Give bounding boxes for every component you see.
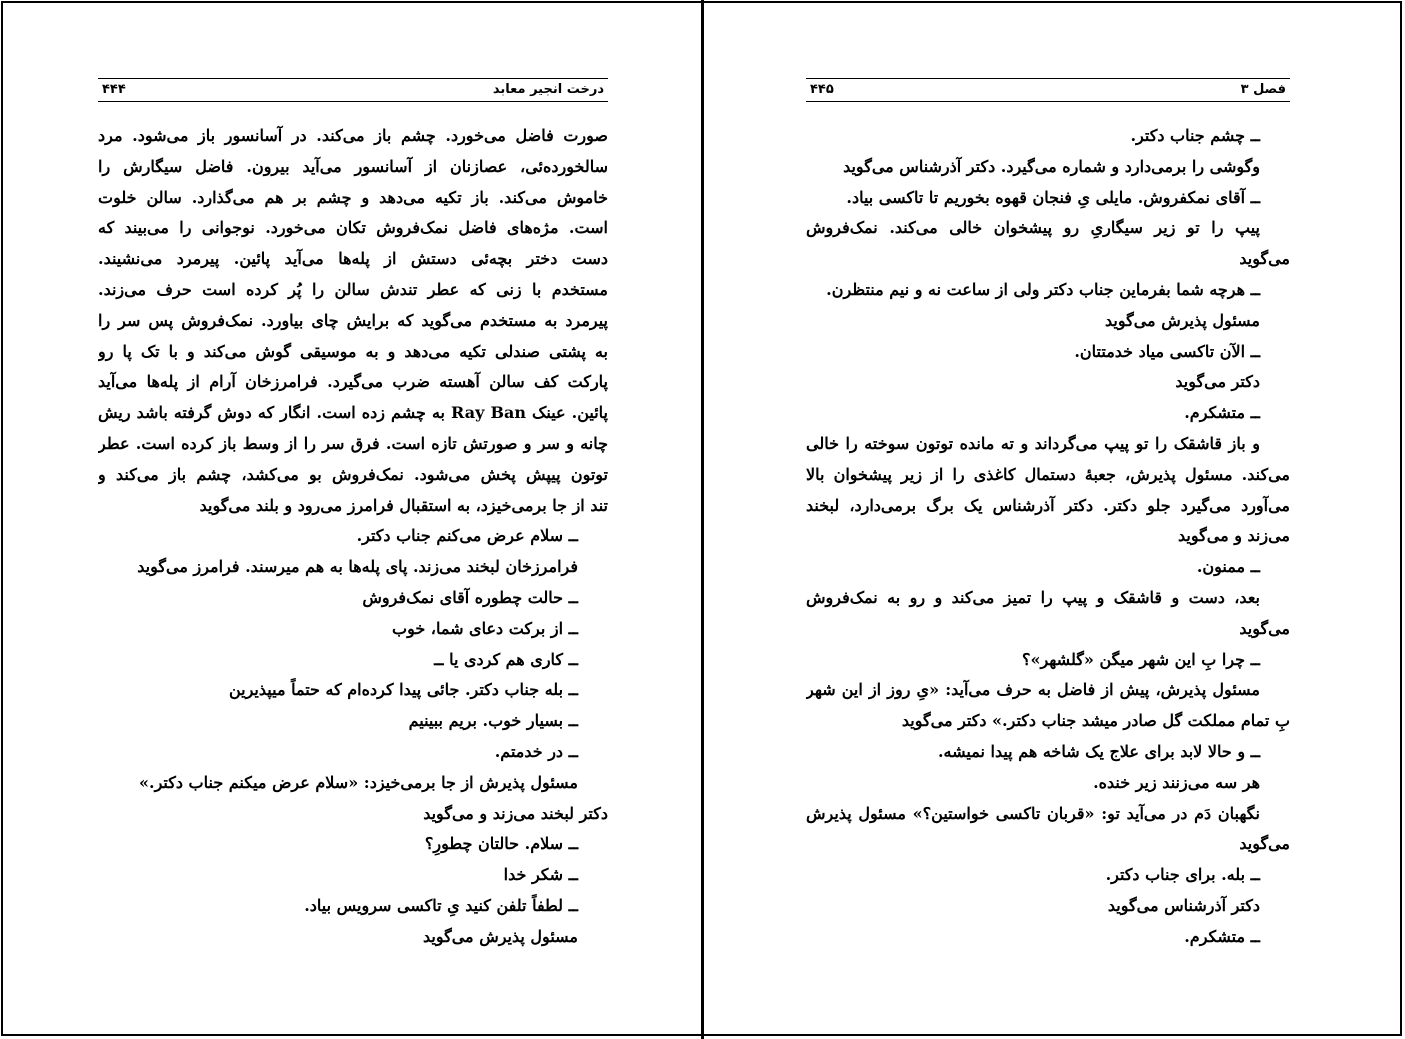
- text-line: می‌گوید: [1239, 249, 1290, 269]
- running-head: فصل ۳: [1240, 82, 1286, 97]
- left-page: [98, 0, 608, 1039]
- text-line: صورت فاضل می‌خورد. چشم باز می‌کند. در آسانسور باز می‌شود. مرد: [98, 126, 608, 145]
- text-line: ــ آقای نمکفروش. مایلی یِ فنجان قهوه بخوریم تا تاکسی بیاد.: [846, 187, 1260, 207]
- text-line: چانه و سر و صورتش تازه است. فرق سر را از وسط باز کرده است. عطر: [98, 433, 608, 453]
- text-line: مستخدم با زنی که عطر تندش سالن را پُر کرده است حرف می‌زند.: [98, 279, 608, 299]
- text-line: ــ شکر خدا: [503, 865, 578, 885]
- book-spine: [701, 0, 704, 1039]
- text-line: هر سه می‌زنند زیر خنده.: [1093, 772, 1260, 792]
- text-line: دست دختر بچه‌ئی دستش از پله‌ها می‌آید پائین. پیرمرد می‌نشیند.: [98, 249, 608, 269]
- text-line: خاموش می‌کند. باز تکیه می‌دهد و چشم بر هم می‌گذارد. سالن خلوت: [98, 187, 608, 207]
- text-line: تند از جا برمی‌خیزد، به استقبال فرامرز می‌رود و بلند می‌گوید: [199, 495, 608, 515]
- text-line: بعد، دست و قاشقک و پیپ را تمیز می‌کند و رو به نمک‌فروش: [806, 587, 1260, 607]
- text-line: سالخورده‌ئی، عصازنان از آسانسور می‌آید بیرون. فاضل سیگارش را: [98, 156, 608, 176]
- text-line: ــ حالت چطوره آقای نمک‌فروش: [362, 587, 578, 607]
- right-page: [806, 0, 1290, 1039]
- text-line: ــ سلام. حالتان چطورِ؟: [424, 834, 578, 854]
- text-line: فرامرزخان لبخند می‌زند. پای پله‌ها به هم میرسند. فرامرز می‌گوید: [137, 557, 578, 577]
- text-line: مسئول پذیرش می‌گوید: [422, 926, 578, 946]
- text-line: وگوشی را برمی‌دارد و شماره می‌گیرد. دکتر آذرشناس می‌گوید: [843, 156, 1260, 176]
- text-line: پیپ را تو زیر سیگاریِ رو پیشخوان خالی می‌کند. نمک‌فروش: [806, 218, 1260, 238]
- text-line: نگهبان دَم در می‌آید تو: «قربان تاکسی خواستین؟» مسئول پذیرش: [806, 803, 1260, 823]
- text-line: ــ لطفاً تلفن کنید یِ تاکسی سرویس بیاد.: [304, 895, 578, 915]
- text-line: پائین. عینک Ray Ban به چشم زده است. انگار که دوش گرفته باشد ریش: [98, 403, 608, 423]
- text-line: ــ از برکت دعای شما، خوب: [392, 618, 578, 638]
- text-line: ــ چشم جناب دکتر.: [1130, 126, 1260, 145]
- text-line: می‌گوید: [1239, 618, 1290, 638]
- text-line: ــ متشکرم.: [1184, 403, 1260, 423]
- text-line: پیرمرد به مستخدم می‌گوید که برایش چای بیاورد. نمک‌فروش پس سر را: [98, 310, 608, 330]
- text-line: ــ بسیار خوب. بریم ببینیم: [408, 711, 578, 731]
- text-line: توتون پیپش پخش می‌شود. نمک‌فروش بو می‌کشد، چشم باز می‌کند و: [98, 464, 608, 484]
- text-line: ــ هرچه شما بفرماین جناب دکتر ولی از ساعت نه و نیم منتظرن.: [826, 279, 1260, 299]
- text-line: ــ کاری هم کردی یا ــ: [434, 649, 578, 669]
- text-line: پارکت کف سالن آهسته ضرب می‌گیرد. فرامرزخان آرام از پله‌ها می‌آید: [98, 372, 608, 392]
- text-line: ــ الآن تاکسی میاد خدمتتان.: [1074, 341, 1260, 361]
- right-page-text: [806, 121, 1290, 953]
- text-line: ــ متشکرم.: [1184, 926, 1260, 946]
- running-head: درخت انجیر معابد: [492, 82, 604, 97]
- text-line: به پشتی صندلی تکیه می‌دهد و به موسیقی گوش می‌کند و با تک پا رو: [98, 341, 608, 361]
- text-line: دکتر می‌گوید: [1175, 372, 1260, 392]
- text-line: مسئول پذیرش از جا برمی‌خیزد: «سلام عرض میکنم جناب دکتر.»: [139, 772, 578, 792]
- text-line: بِ تمام مملکت گل صادر میشد جناب دکتر.» دکتر می‌گوید: [901, 711, 1290, 731]
- right-page-header: [806, 78, 1290, 102]
- text-line: می‌زند و می‌گوید: [1178, 526, 1290, 546]
- text-line: می‌آورد می‌گیرد جلو دکتر. دکتر آذرشناس یک برگ برمی‌دارد، لبخند: [806, 495, 1290, 515]
- text-line: ــ چرا بِ این شهر میگن «گلشهر»؟: [1021, 649, 1260, 669]
- text-line: مسئول پذیرش، پیش از فاضل به حرف می‌آید: «یِ روز از این شهر: [806, 680, 1260, 700]
- text-line: ــ بله جناب دکتر. جائی پیدا کرده‌ام که حتماً میپذیرین: [228, 680, 578, 700]
- page-number: ۴۴۴: [102, 82, 126, 97]
- text-line: ــ در خدمتم.: [494, 741, 578, 761]
- page-number: ۴۴۵: [810, 82, 834, 97]
- text-line: است. مژه‌های فاضل نمک‌فروش تکان می‌خورد. نوجوانی را می‌بیند که: [98, 218, 608, 238]
- text-line: دکتر آذرشناس می‌گوید: [1107, 895, 1260, 915]
- left-page-header: [98, 78, 608, 102]
- text-line: ــ و حالا لابد برای علاج یک شاخه هم پیدا نمیشه.: [937, 741, 1260, 761]
- text-line: مسئول پذیرش می‌گوید: [1104, 310, 1260, 330]
- text-line: می‌کند. مسئول پذیرش، جعبهٔ دستمال کاغذی را از زیر پیشخوان بالا: [806, 464, 1290, 484]
- text-line: و باز قاشقک را تو پیپ می‌گرداند و ته مانده توتون سوخته را خالی: [806, 433, 1261, 453]
- left-page-text: [98, 121, 608, 953]
- text-line: دکتر لبخند می‌زند و می‌گوید: [423, 803, 608, 823]
- text-line: ــ ممنون.: [1196, 557, 1260, 577]
- text-line: می‌گوید: [1239, 834, 1290, 854]
- text-line: ــ سلام عرض می‌کنم جناب دکتر.: [356, 526, 578, 546]
- text-line: ــ بله. برای جناب دکتر.: [1105, 865, 1260, 885]
